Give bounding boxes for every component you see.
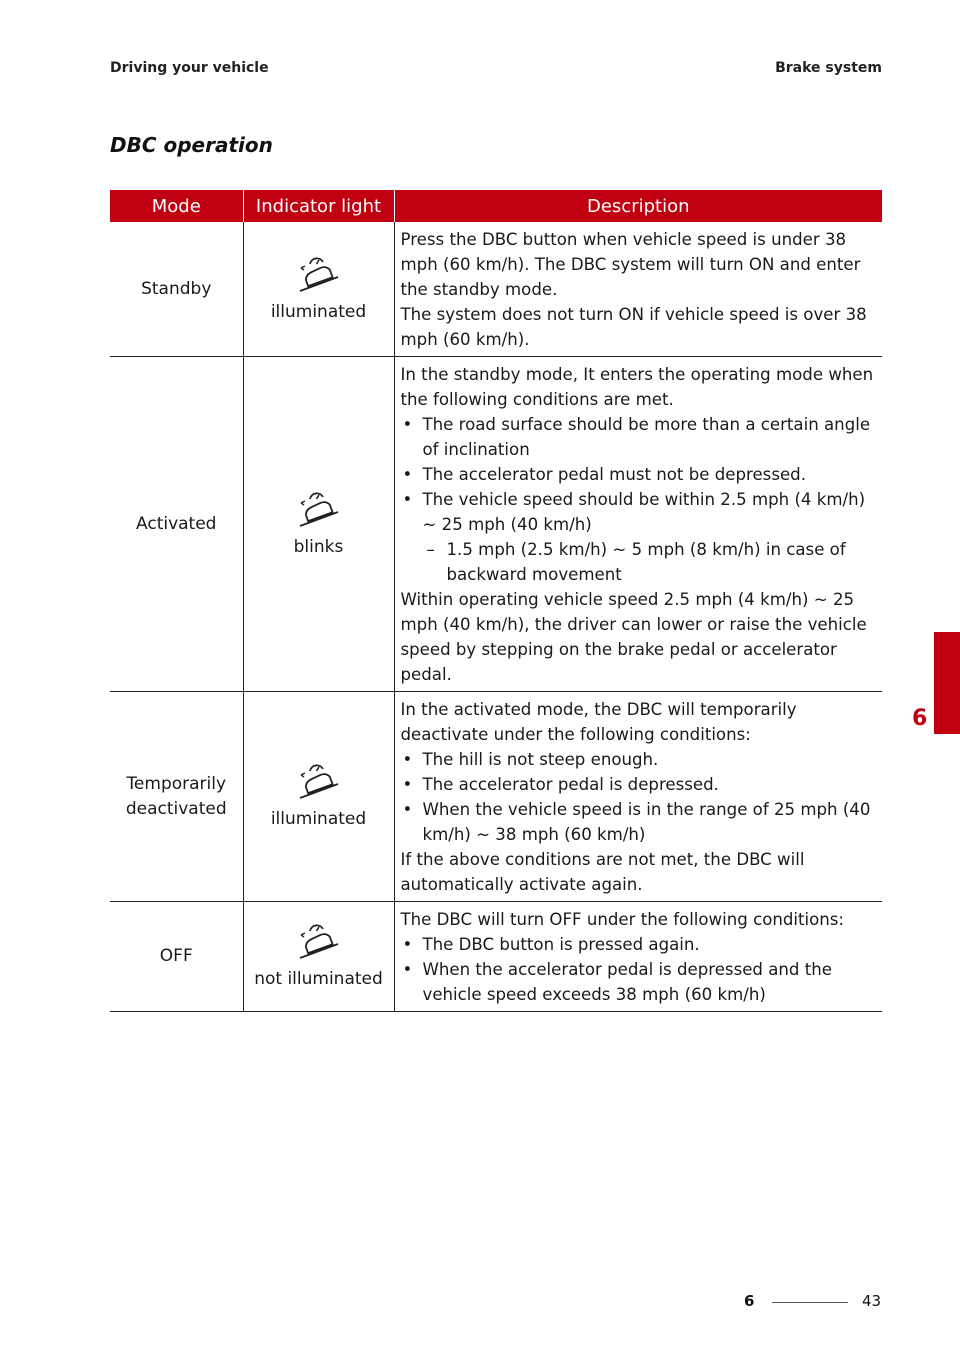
section-title: DBC operation — [110, 133, 273, 157]
list-item: • The hill is not steep enough. — [401, 747, 877, 772]
mode-cell: OFF — [110, 902, 243, 1012]
description-text: Press the DBC button when vehicle speed is under 38 mph (60 km/h). The DBC system will turn ON and enter the standby mode. — [400, 230, 861, 299]
condition-list — [401, 747, 877, 847]
table-row — [110, 902, 882, 1012]
description-intro: In the activated mode, the DBC will temporarily deactivate under the following conditions: — [400, 700, 797, 744]
sub-condition-list — [423, 537, 877, 587]
column-header-mode: Mode — [110, 190, 243, 222]
dbc-indicator-icon — [297, 489, 341, 529]
condition-list — [401, 412, 877, 587]
condition-list — [401, 932, 877, 1007]
indicator-state: illuminated — [270, 301, 367, 322]
list-item — [401, 487, 877, 587]
footer-divider — [772, 1302, 848, 1303]
list-item-text: The vehicle speed should be within 2.5 mph (4 km/h) ~ 25 mph (40 km/h) — [422, 490, 866, 534]
table-row — [110, 357, 882, 692]
mode-cell: Activated — [110, 357, 243, 692]
indicator-state: blinks — [293, 536, 344, 557]
indicator-state: illuminated — [270, 809, 367, 829]
chapter-side-tab — [934, 632, 960, 734]
chapter-side-number: 6 — [912, 706, 928, 731]
indicator-cell — [243, 692, 394, 902]
description-outro: If the above conditions are not met, the DBC will automatically activate again. — [400, 850, 805, 894]
dbc-indicator-icon — [297, 254, 341, 294]
list-item: • When the accelerator pedal is depressed and the vehicle speed exceeds 38 mph (60 km/h) — [401, 957, 877, 1007]
footer-page-number: 43 — [862, 1292, 882, 1310]
description-intro: In the standby mode, It enters the operating mode when the following conditions are met. — [400, 365, 874, 409]
description-text: The system does not turn ON if vehicle speed is over 38 mph (60 km/h). — [400, 305, 867, 349]
list-item: • The accelerator pedal is depressed. — [401, 772, 877, 797]
list-item: • The DBC button is pressed again. — [401, 932, 877, 957]
mode-cell: Temporarily deactivated — [110, 692, 243, 902]
description-outro: Within operating vehicle speed 2.5 mph (4 km/h) ~ 25 mph (40 km/h), the driver can lower or raise the vehicle speed by stepping on the brake pedal or accelerator pedal. — [400, 590, 867, 684]
table-row — [110, 222, 882, 357]
description-cell — [394, 222, 882, 357]
list-item: • The road surface should be more than a certain angle of inclination — [401, 412, 877, 462]
column-header-indicator-light: Indicator light — [243, 190, 394, 222]
indicator-cell — [243, 902, 394, 1012]
dbc-indicator-icon — [297, 921, 341, 961]
column-header-description: Description — [394, 190, 882, 222]
list-item: • When the vehicle speed is in the range of 25 mph (40 km/h) ~ 38 mph (60 km/h) — [401, 797, 877, 847]
running-header-section: Brake system — [775, 60, 882, 76]
mode-cell: Standby — [110, 222, 243, 357]
list-item: • The accelerator pedal must not be depressed. — [401, 462, 877, 487]
indicator-cell — [243, 357, 394, 692]
description-cell — [394, 902, 882, 1012]
indicator-cell — [243, 222, 394, 357]
footer-chapter-number: 6 — [744, 1292, 755, 1310]
table-row — [110, 692, 882, 902]
sub-list-item: – 1.5 mph (2.5 km/h) ~ 5 mph (8 km/h) in case of backward movement — [423, 537, 877, 587]
indicator-state: not illuminated — [254, 969, 383, 989]
table-header-row — [110, 190, 882, 222]
description-intro: The DBC will turn OFF under the following conditions: — [400, 910, 845, 929]
dbc-indicator-icon — [297, 761, 341, 801]
description-cell — [394, 357, 882, 692]
dbc-operation-table — [110, 190, 882, 1012]
description-cell — [394, 692, 882, 902]
running-header-chapter: Driving your vehicle — [110, 60, 269, 76]
